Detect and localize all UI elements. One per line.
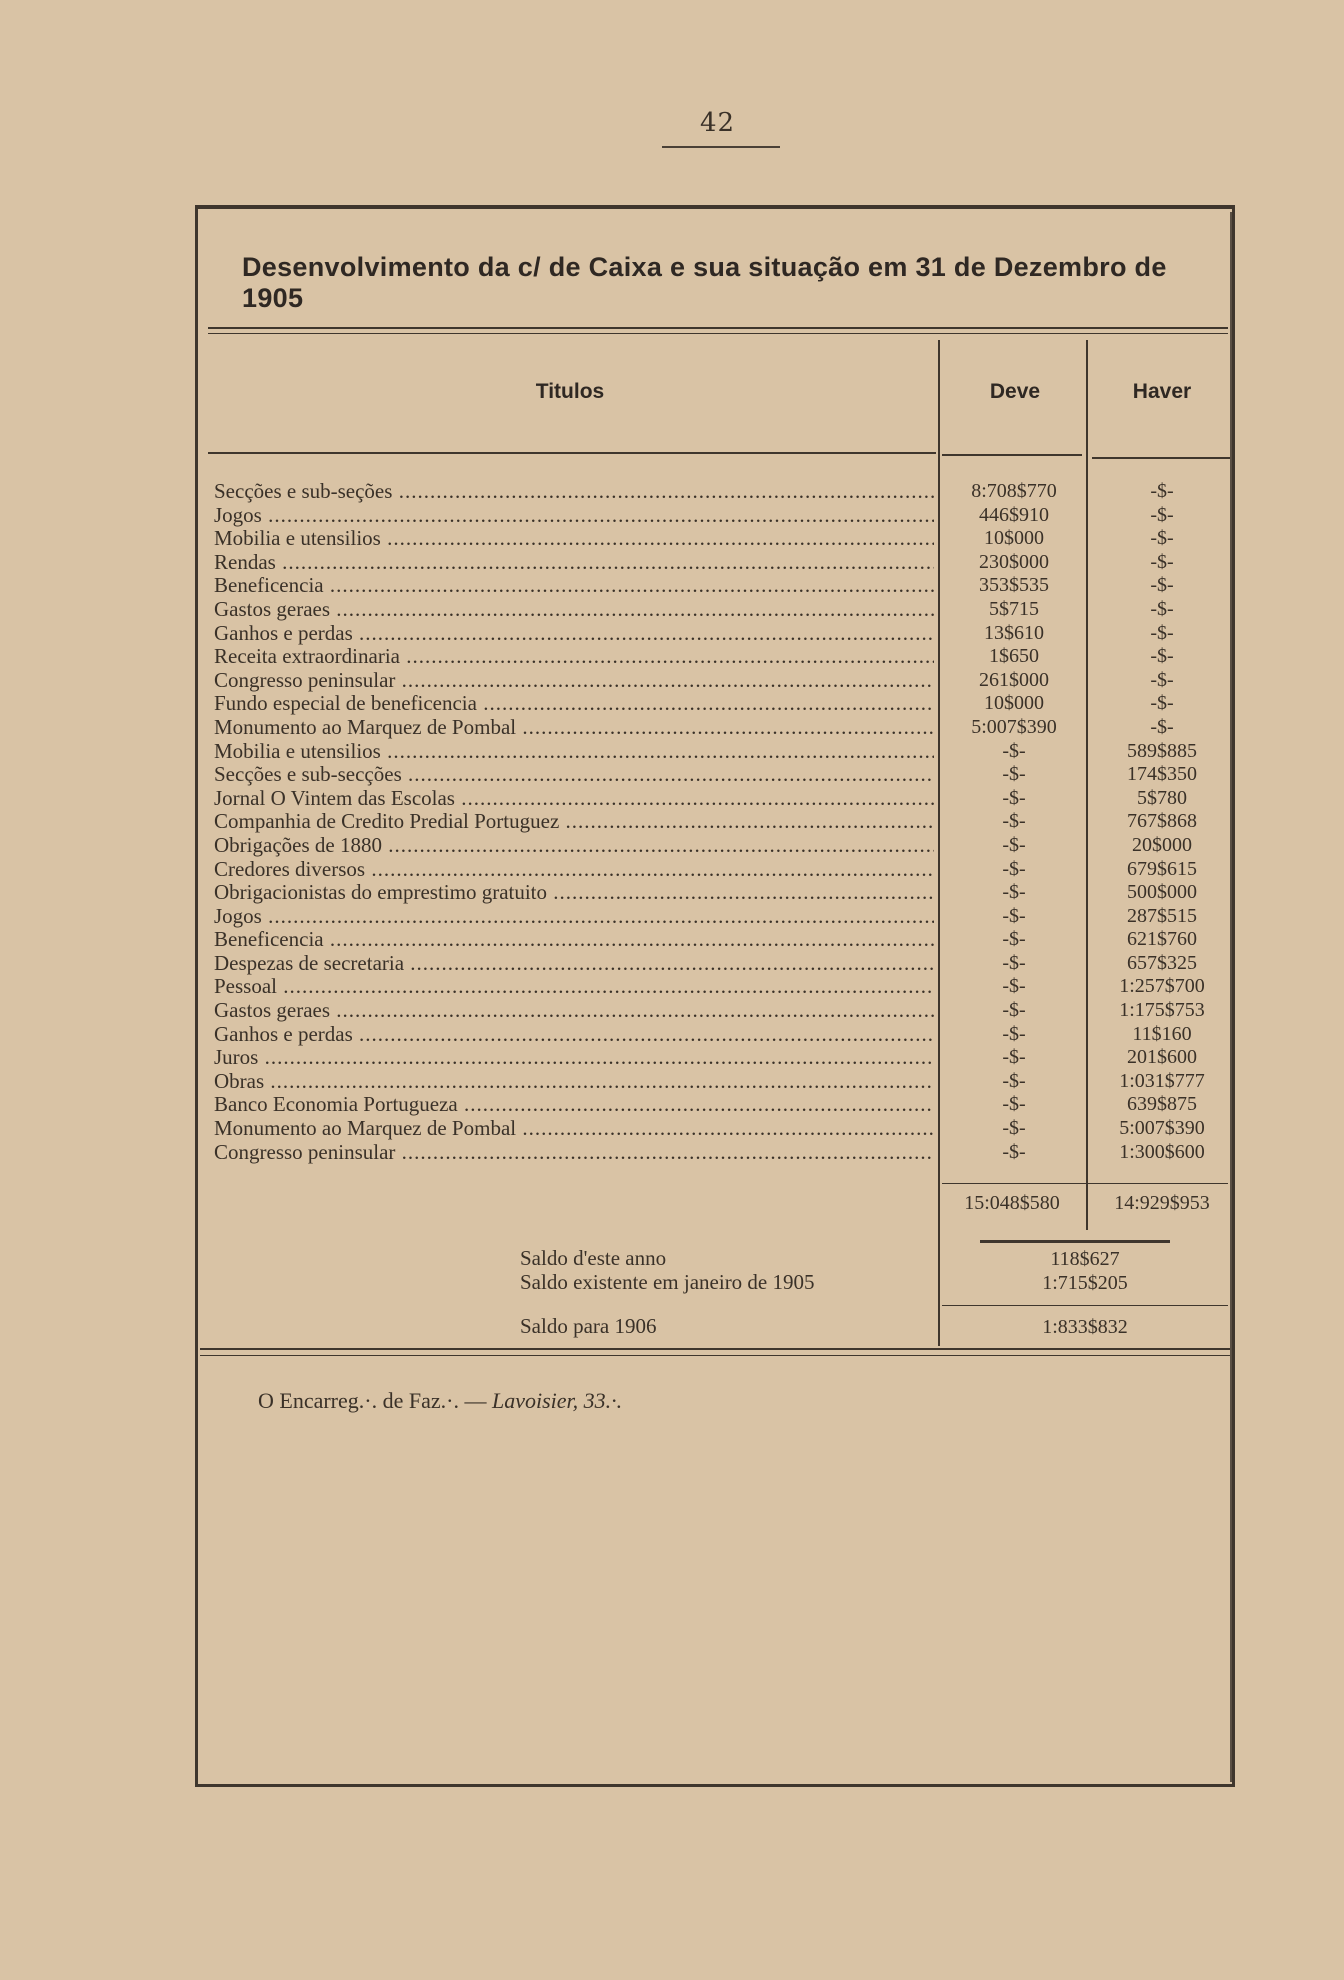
row-label: Secções e sub-seções ..... xyxy=(214,480,934,504)
column-header-titles: Titulos xyxy=(535,380,605,403)
row-haver: 174$350 xyxy=(1127,763,1197,786)
row-deve: -$- xyxy=(1002,739,1026,762)
row-label: Companhia de Credito Predial Portuguez ..... xyxy=(214,810,934,834)
title-rule-bottom xyxy=(208,333,1228,334)
row-haver: 767$868 xyxy=(1127,810,1197,833)
saldo-para-label: Saldo para 1906 xyxy=(520,1314,657,1338)
row-deve: 5:007$390 xyxy=(971,715,1057,738)
table-row xyxy=(214,740,1234,764)
signature-italic: Lavoisier, 33.·. xyxy=(491,1388,623,1413)
table-row xyxy=(214,858,1234,882)
table-row xyxy=(214,810,1234,834)
row-haver: 1:031$777 xyxy=(1119,1069,1205,1092)
ledger-rows xyxy=(214,480,1234,1164)
row-haver: -$- xyxy=(1150,527,1174,550)
row-label: Banco Economia Portugueza ..... xyxy=(214,1093,934,1117)
signature-line xyxy=(258,1388,622,1414)
row-label: Ganhos e perdas ..... xyxy=(214,1023,934,1047)
row-label: Obrigacionistas do emprestimo gratuito ..... xyxy=(214,881,934,905)
column-header-deve: Deve xyxy=(989,380,1041,403)
row-haver: 679$615 xyxy=(1127,857,1197,880)
row-haver: 20$000 xyxy=(1132,833,1192,856)
footer-rule-bottom xyxy=(200,1355,1230,1356)
row-deve: 13$610 xyxy=(984,621,1044,644)
row-label: Monumento ao Marquez de Pombal ..... xyxy=(214,716,934,740)
table-row xyxy=(214,598,1234,622)
table-row xyxy=(214,527,1234,551)
totals-underline xyxy=(980,1240,1170,1243)
saldo-rule xyxy=(942,1305,1228,1306)
table-row xyxy=(214,716,1234,740)
row-label: Jogos ..... xyxy=(214,504,934,528)
row-haver: 287$515 xyxy=(1127,904,1197,927)
title-rule-top xyxy=(208,327,1228,329)
row-label: Receita extraordinaria ..... xyxy=(214,645,934,669)
row-deve: -$- xyxy=(1002,1093,1026,1116)
row-label: Ganhos e perdas ..... xyxy=(214,622,934,646)
row-deve: 5$715 xyxy=(989,597,1039,620)
table-row xyxy=(214,763,1234,787)
table-row xyxy=(214,692,1234,716)
row-deve: -$- xyxy=(1002,857,1026,880)
row-label: Gastos geraes ..... xyxy=(214,598,934,622)
row-label: Mobilia e utensilios ..... xyxy=(214,527,934,551)
row-haver: -$- xyxy=(1150,692,1174,715)
row-haver: 657$325 xyxy=(1127,951,1197,974)
row-deve: -$- xyxy=(1002,1140,1026,1163)
row-haver: 5$780 xyxy=(1137,786,1187,809)
row-deve: -$- xyxy=(1002,928,1026,951)
row-deve: -$- xyxy=(1002,904,1026,927)
table-row xyxy=(214,881,1234,905)
page-number-underline xyxy=(662,146,780,148)
row-haver: 621$760 xyxy=(1127,928,1197,951)
total-haver: 14:929$953 xyxy=(1114,1192,1210,1214)
table-row xyxy=(214,999,1234,1023)
row-haver: 589$885 xyxy=(1127,739,1197,762)
row-label: Credores diversos ..... xyxy=(214,858,934,882)
saldo-anno-value: 118$627 xyxy=(1050,1248,1120,1270)
table-row xyxy=(214,928,1234,952)
row-deve: -$- xyxy=(1002,810,1026,833)
row-deve: -$- xyxy=(1002,833,1026,856)
table-row xyxy=(214,1141,1234,1165)
row-label: Beneficencia ..... xyxy=(214,574,934,598)
table-row xyxy=(214,787,1234,811)
row-deve: -$- xyxy=(1002,975,1026,998)
table-row xyxy=(214,504,1234,528)
table-row xyxy=(214,551,1234,575)
row-haver: 639$875 xyxy=(1127,1093,1197,1116)
row-label: Mobilia e utensilios ..... xyxy=(214,740,934,764)
header-rule-haver xyxy=(1092,457,1230,459)
row-haver: 201$600 xyxy=(1127,1046,1197,1069)
row-label: Congresso peninsular ..... xyxy=(214,1141,934,1165)
row-deve: 261$000 xyxy=(979,668,1049,691)
saldo-existente-value: 1:715$205 xyxy=(1042,1272,1128,1294)
saldo-para-value: 1:833$832 xyxy=(1042,1316,1128,1338)
row-label: Secções e sub-secções ..... xyxy=(214,763,934,787)
header-rule-titles xyxy=(208,452,936,454)
row-label: Obrigações de 1880 ..... xyxy=(214,834,934,858)
table-row xyxy=(214,645,1234,669)
row-deve: 10$000 xyxy=(984,692,1044,715)
row-deve: 10$000 xyxy=(984,527,1044,550)
row-deve: 353$535 xyxy=(979,574,1049,597)
row-haver: -$- xyxy=(1150,550,1174,573)
row-label: Pessoal ..... xyxy=(214,975,934,999)
saldo-anno-label: Saldo d'este anno xyxy=(520,1246,667,1270)
row-haver: -$- xyxy=(1150,715,1174,738)
row-label: Jornal O Vintem das Escolas ..... xyxy=(214,787,934,811)
table-row xyxy=(214,1117,1234,1141)
row-deve: 446$910 xyxy=(979,503,1049,526)
signature-text: O Encarreg.·. de Faz.·. — xyxy=(258,1388,487,1413)
row-label: Gastos geraes ..... xyxy=(214,999,934,1023)
row-haver: -$- xyxy=(1150,621,1174,644)
table-row xyxy=(214,1093,1234,1117)
row-haver: -$- xyxy=(1150,668,1174,691)
column-header-haver: Haver xyxy=(1132,380,1192,403)
row-deve: -$- xyxy=(1002,1022,1026,1045)
row-label: Congresso peninsular ..... xyxy=(214,669,934,693)
row-deve: -$- xyxy=(1002,999,1026,1022)
row-deve: 230$000 xyxy=(979,550,1049,573)
table-row xyxy=(214,952,1234,976)
table-row xyxy=(214,480,1234,504)
row-deve: -$- xyxy=(1002,1069,1026,1092)
row-label: Despezas de secretaria ..... xyxy=(214,952,934,976)
table-row xyxy=(214,574,1234,598)
row-label: Rendas ..... xyxy=(214,551,934,575)
row-haver: 1:175$753 xyxy=(1119,999,1205,1022)
row-deve: -$- xyxy=(1002,763,1026,786)
saldo-existente-label: Saldo existente em janeiro de 1905 xyxy=(520,1270,815,1294)
row-haver: 1:257$700 xyxy=(1119,975,1205,998)
row-haver: 5:007$390 xyxy=(1119,1117,1205,1140)
row-haver: 11$160 xyxy=(1132,1022,1192,1045)
row-deve: 8:708$770 xyxy=(971,480,1057,502)
row-label: Juros ..... xyxy=(214,1046,934,1070)
table-row xyxy=(214,669,1234,693)
ledger-title: Desenvolvimento da c/ de Caixa e sua situação em 31 de Dezembro de 1905 xyxy=(242,252,1167,313)
row-deve: -$- xyxy=(1002,951,1026,974)
row-haver: -$- xyxy=(1150,480,1174,502)
footer-rule-top xyxy=(200,1348,1230,1350)
table-row xyxy=(214,1070,1234,1094)
row-label: Beneficencia ..... xyxy=(214,928,934,952)
row-haver: -$- xyxy=(1150,574,1174,597)
row-deve: -$- xyxy=(1002,786,1026,809)
row-deve: -$- xyxy=(1002,1046,1026,1069)
row-haver: -$- xyxy=(1150,645,1174,668)
totals-rule xyxy=(942,1183,1228,1184)
row-label: Monumento ao Marquez de Pombal ..... xyxy=(214,1117,934,1141)
header-rule-deve xyxy=(942,454,1082,456)
table-row xyxy=(214,1023,1234,1047)
table-row xyxy=(214,622,1234,646)
page-number: 42 xyxy=(700,108,736,138)
table-row xyxy=(214,975,1234,999)
row-haver: 500$000 xyxy=(1127,881,1197,904)
row-label: Fundo especial de beneficencia ..... xyxy=(214,692,934,716)
row-deve: -$- xyxy=(1002,881,1026,904)
row-label: Obras ..... xyxy=(214,1070,934,1094)
table-row xyxy=(214,834,1234,858)
table-row xyxy=(214,905,1234,929)
row-haver: -$- xyxy=(1150,503,1174,526)
row-haver: 1:300$600 xyxy=(1119,1140,1205,1163)
row-haver: -$- xyxy=(1150,597,1174,620)
total-deve: 15:048$580 xyxy=(964,1192,1060,1214)
row-deve: -$- xyxy=(1002,1117,1026,1140)
row-deve: 1$650 xyxy=(989,645,1039,668)
table-row xyxy=(214,1046,1234,1070)
row-label: Jogos ..... xyxy=(214,905,934,929)
